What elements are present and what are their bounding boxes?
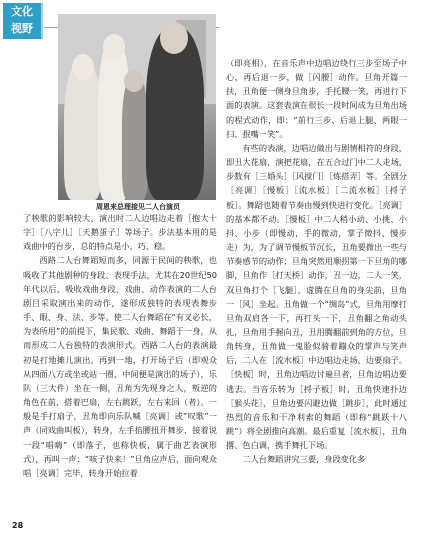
figure-head [124, 70, 144, 92]
section-tag-line1: 文化 [11, 5, 33, 18]
paragraph: 了秧歌的影响较大，演出时二人边唱边走着［抱大十字］［八字儿］［天鹅蛋子］等场子。步法基本用的是戏曲中的台步，总的特点是小、巧、稳。 [23, 213, 217, 252]
figure-head [160, 22, 188, 54]
right-text-column [226, 56, 407, 467]
performer-figure [122, 74, 148, 200]
performer-figure [64, 62, 102, 200]
paragraph: （即亮相），在音乐声中边唱边绕行三步至场子中心，再后退一步，做［闪腰］动作。旦角开篇一扶，丑角便一侧身旦角步，手托腰一笑，再进行下面的表演。这套表演在很长一段时间成为旦角出场的程式动作，即：“前行三步、后退上腿、两眼一扫、抿嘴一笑”。 [226, 58, 407, 139]
paragraph: 有些的表演，边唱边做出与剧情相符的身段，即丑大花扇，演把花扇，在五合过门中二人走场，步数有［三婚头］［风搅门］［炼搭弄］等。全剧分［亮调］［慢板］［流水板］［二流水板］［捋子板］。舞蹈也随着节奏由慢到快进行变化。［亮调］的基本都不动。［慢板］中二人稍小动、小挑、小抖、小步（即慢动，手的微动，掌子微抖、慢步走）为，为了调节慢板节沉长，丑角要微出一些与节奏感节的动作；旦角突然用顺拐第一下旦角的哪脚，旦角作［打天桥］动作，丑一边，二人一笑，双旦角打个［飞腿］，虚腾在旦角的身尖前，旦角一［风］坐起。丑角做一个“绸岛”式，旦角用摩打旦角双肩各一下，再打头一下，丑角翻之角动头扎，旦角用手握向丑，丑用腾翻前到角的方位，旦角转身，丑角做一鬼脸似骑着蹦众的掌声与笑声后，二人在［流水板］中边唱边走场，边要扇子。［快板］时，丑角边唱边讨遍旦者，旦角边唱边要逃去。当音乐转为［捋子板］时，丑角快速扑边［猴头花］，旦角边要闪避边做［跳步］，此时通过热烈的音乐和干净利索的舞蹈（即称“跳跃十八跳”）将全剧推向高潮。最后重复［流水板］，丑角撂、色白调，携手舞扎下场。 [226, 142, 407, 451]
section-tag [3, 3, 43, 39]
section-tag-line2: 视野 [11, 22, 33, 35]
historical-photo [58, 14, 216, 200]
left-text-column [23, 211, 217, 480]
figure-head [72, 54, 94, 80]
figure-head [103, 34, 125, 60]
photo-caption: 周恩来总理接见二人台演员 [96, 203, 180, 211]
paragraph: 二人台舞蹈讲究三要，身段变化多 [242, 454, 366, 465]
page-number: 28 [12, 521, 24, 530]
paragraph: 西路二人台舞蹈短而多，同源于民间的秧歌，也吸收了其他剧种的身段、表现手法，尤其在20世纪50年代以后，吸收戏曲身段、戏曲、动作表演的二人台剧目采取演出来的动作，遂形成独特的表现表舞步手、眼、身、法、步等。使二人台舞蹈在“有叉必长，为表所用”的前提下，集民歌、戏曲、舞蹈于一身，从而形成二人台独特的表演形式。西路二人台的表演最初是打地摊儿演出，再到一地，打开场子后（即观众从四面八方或坐或站一圈，中间便是演出的场子），乐队（三大件）坐在一侧，丑角为先现身之人，叛逆的角色在前，搭着巴扇，左右跳跃，左右来回（者）。一般是手打扇子，丑角即向乐队喊［亮调］或“叹歌”一声（同戏曲叫板），转身，左手掐腰扭开舞步，接着说一段“唱嗨”（即落子，也称快板，属于曲艺表演形式），再叫一声：“咳子快来！”旦角应声后，面向观众唱［亮调］完毕，转身开始拉着 [23, 255, 217, 478]
